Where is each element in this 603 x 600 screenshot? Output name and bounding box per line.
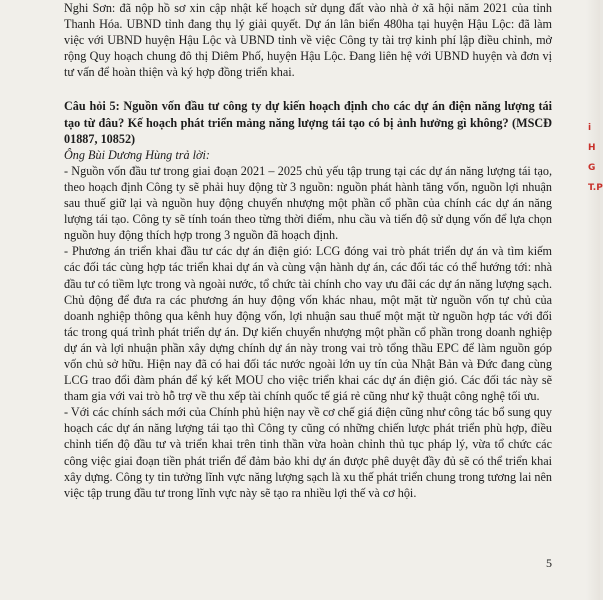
document-body xyxy=(64,0,552,501)
intro-paragraph: Nghi Sơn: đã nộp hồ sơ xin cập nhật kế hoạch sử dụng đất vào nhà ở xã hội năm 2021 của tỉnh Thanh Hóa. UBND tỉnh đang thụ lý giải quyết. Dự án lân biển 480ha tại huyện Hậu Lộc: đã làm việc với UBND huyện Hậu Lộc và UBND tỉnh về việc Công ty tài trợ kinh phí lập điều chỉnh, mở rộng Quy hoạch chung đô thị Diêm Phố, huyện Hậu Lộc. Đang liên hệ với UBND huyện và đơn vị tư vấn để hoàn thiện và ký hợp đồng triển khai. xyxy=(64,1,552,80)
page-number: 5 xyxy=(546,556,552,570)
red-stamp-fragment xyxy=(588,118,603,198)
answerer-line: Ông Bùi Dương Hùng trả lời: xyxy=(64,147,210,162)
page-edge-shadow xyxy=(586,0,600,600)
stamp-char: T.P xyxy=(588,183,603,193)
answer-paragraph-2: - Phương án triển khai đầu tư các dự án điện gió: LCG đóng vai trò phát triển dự án và tìm kiếm các đối tác cùng hợp tác triển khai dự án và cùng vận hành dự án, các đối tác có thể hướng tới: nhà đầu tư có tiềm lực trong và ngoài nước, tổ chức tài chính cho vay ưu đãi các dự án năng lượng sạch. Chủ động để đưa ra các phương án huy động vốn khác nhau, một mặt từ nguồn vốn tự chủ của doanh nghiệp thông qua kênh huy động vốn, lợi nhuận sau thuế một mặt từ nguồn hợp tác với đối tác trong quá trình phát triển dự án. Dự kiến chuyển nhượng một phần cổ phần trong doanh nghiệp dự án và lợi nhuận phần xây dựng chính dự án này trong vai trò tổng thầu EPC để làm nguồn góp vốn chủ sở hữu. Hiện nay đã có hai đối tác nước ngoài lớn uy tín của Nhật Bản và Đức đang cùng LCG trao đổi đàm phán để ký kết MOU cho việc triển khai các dự án điện gió. Các đối tác này sẽ tham gia với vai trò hỗ trợ về thu xếp tài chính quốc tế giá rẻ cũng như kỹ thuật công nghệ tối ưu. xyxy=(64,244,552,404)
answer-paragraph-1: - Nguồn vốn đầu tư trong giai đoạn 2021 – 2025 chủ yếu tập trung tại các dự án năng lượng tái tạo, theo hoạch định Công ty sẽ phải huy động từ 3 nguồn: nguồn phát hành tăng vốn, nguồn lợi nhuận sau thuế giữ lại và nguồn huy động chuyển nhượng một phần cổ phần của chính các dự án năng lượng tái tạo. Công ty sẽ tính toán theo từng thời điểm, nhu cầu và tiến độ sử dụng vốn để lựa chọn nguồn huy động thích hợp trong 3 nguồn đã hoạch định. xyxy=(64,163,552,243)
stamp-char: H xyxy=(588,143,596,153)
stamp-char: G xyxy=(588,163,596,173)
answer-paragraph-3: - Với các chính sách mới của Chính phủ hiện nay về cơ chế giá điện cũng như công tác bổ sung quy hoạch các dự án năng lượng tái tạo thì Công ty cũng có những chiến lược phát triển phù hợp, điều chỉnh tiến độ đầu tư và triển khai trên tinh thần vừa hoàn chỉnh thủ tục pháp lý, vừa tổ chức các công việc giai đoạn tiền phát triển để đảm bảo khi dự án được phê duyệt đầy đủ sẽ có thể triển khai xây dựng. Công ty tin tưởng lĩnh vực năng lượng sạch là xu thế phát triển chung trong tương lai nên việc tập trung đầu tư trong lĩnh vực này sẽ tạo ra nhiều lợi thế và cơ hội. xyxy=(64,405,552,500)
question-5-heading: Câu hỏi 5: Nguồn vốn đầu tư công ty dự kiến hoạch định cho các dự án điện năng lượng tái tạo từ đâu? Kế hoạch phát triển mảng năng lượng tái tạo có bị ảnh hưởng gì không? (MSCĐ 01887, 10852) xyxy=(64,99,552,146)
stamp-char: i xyxy=(588,123,592,133)
